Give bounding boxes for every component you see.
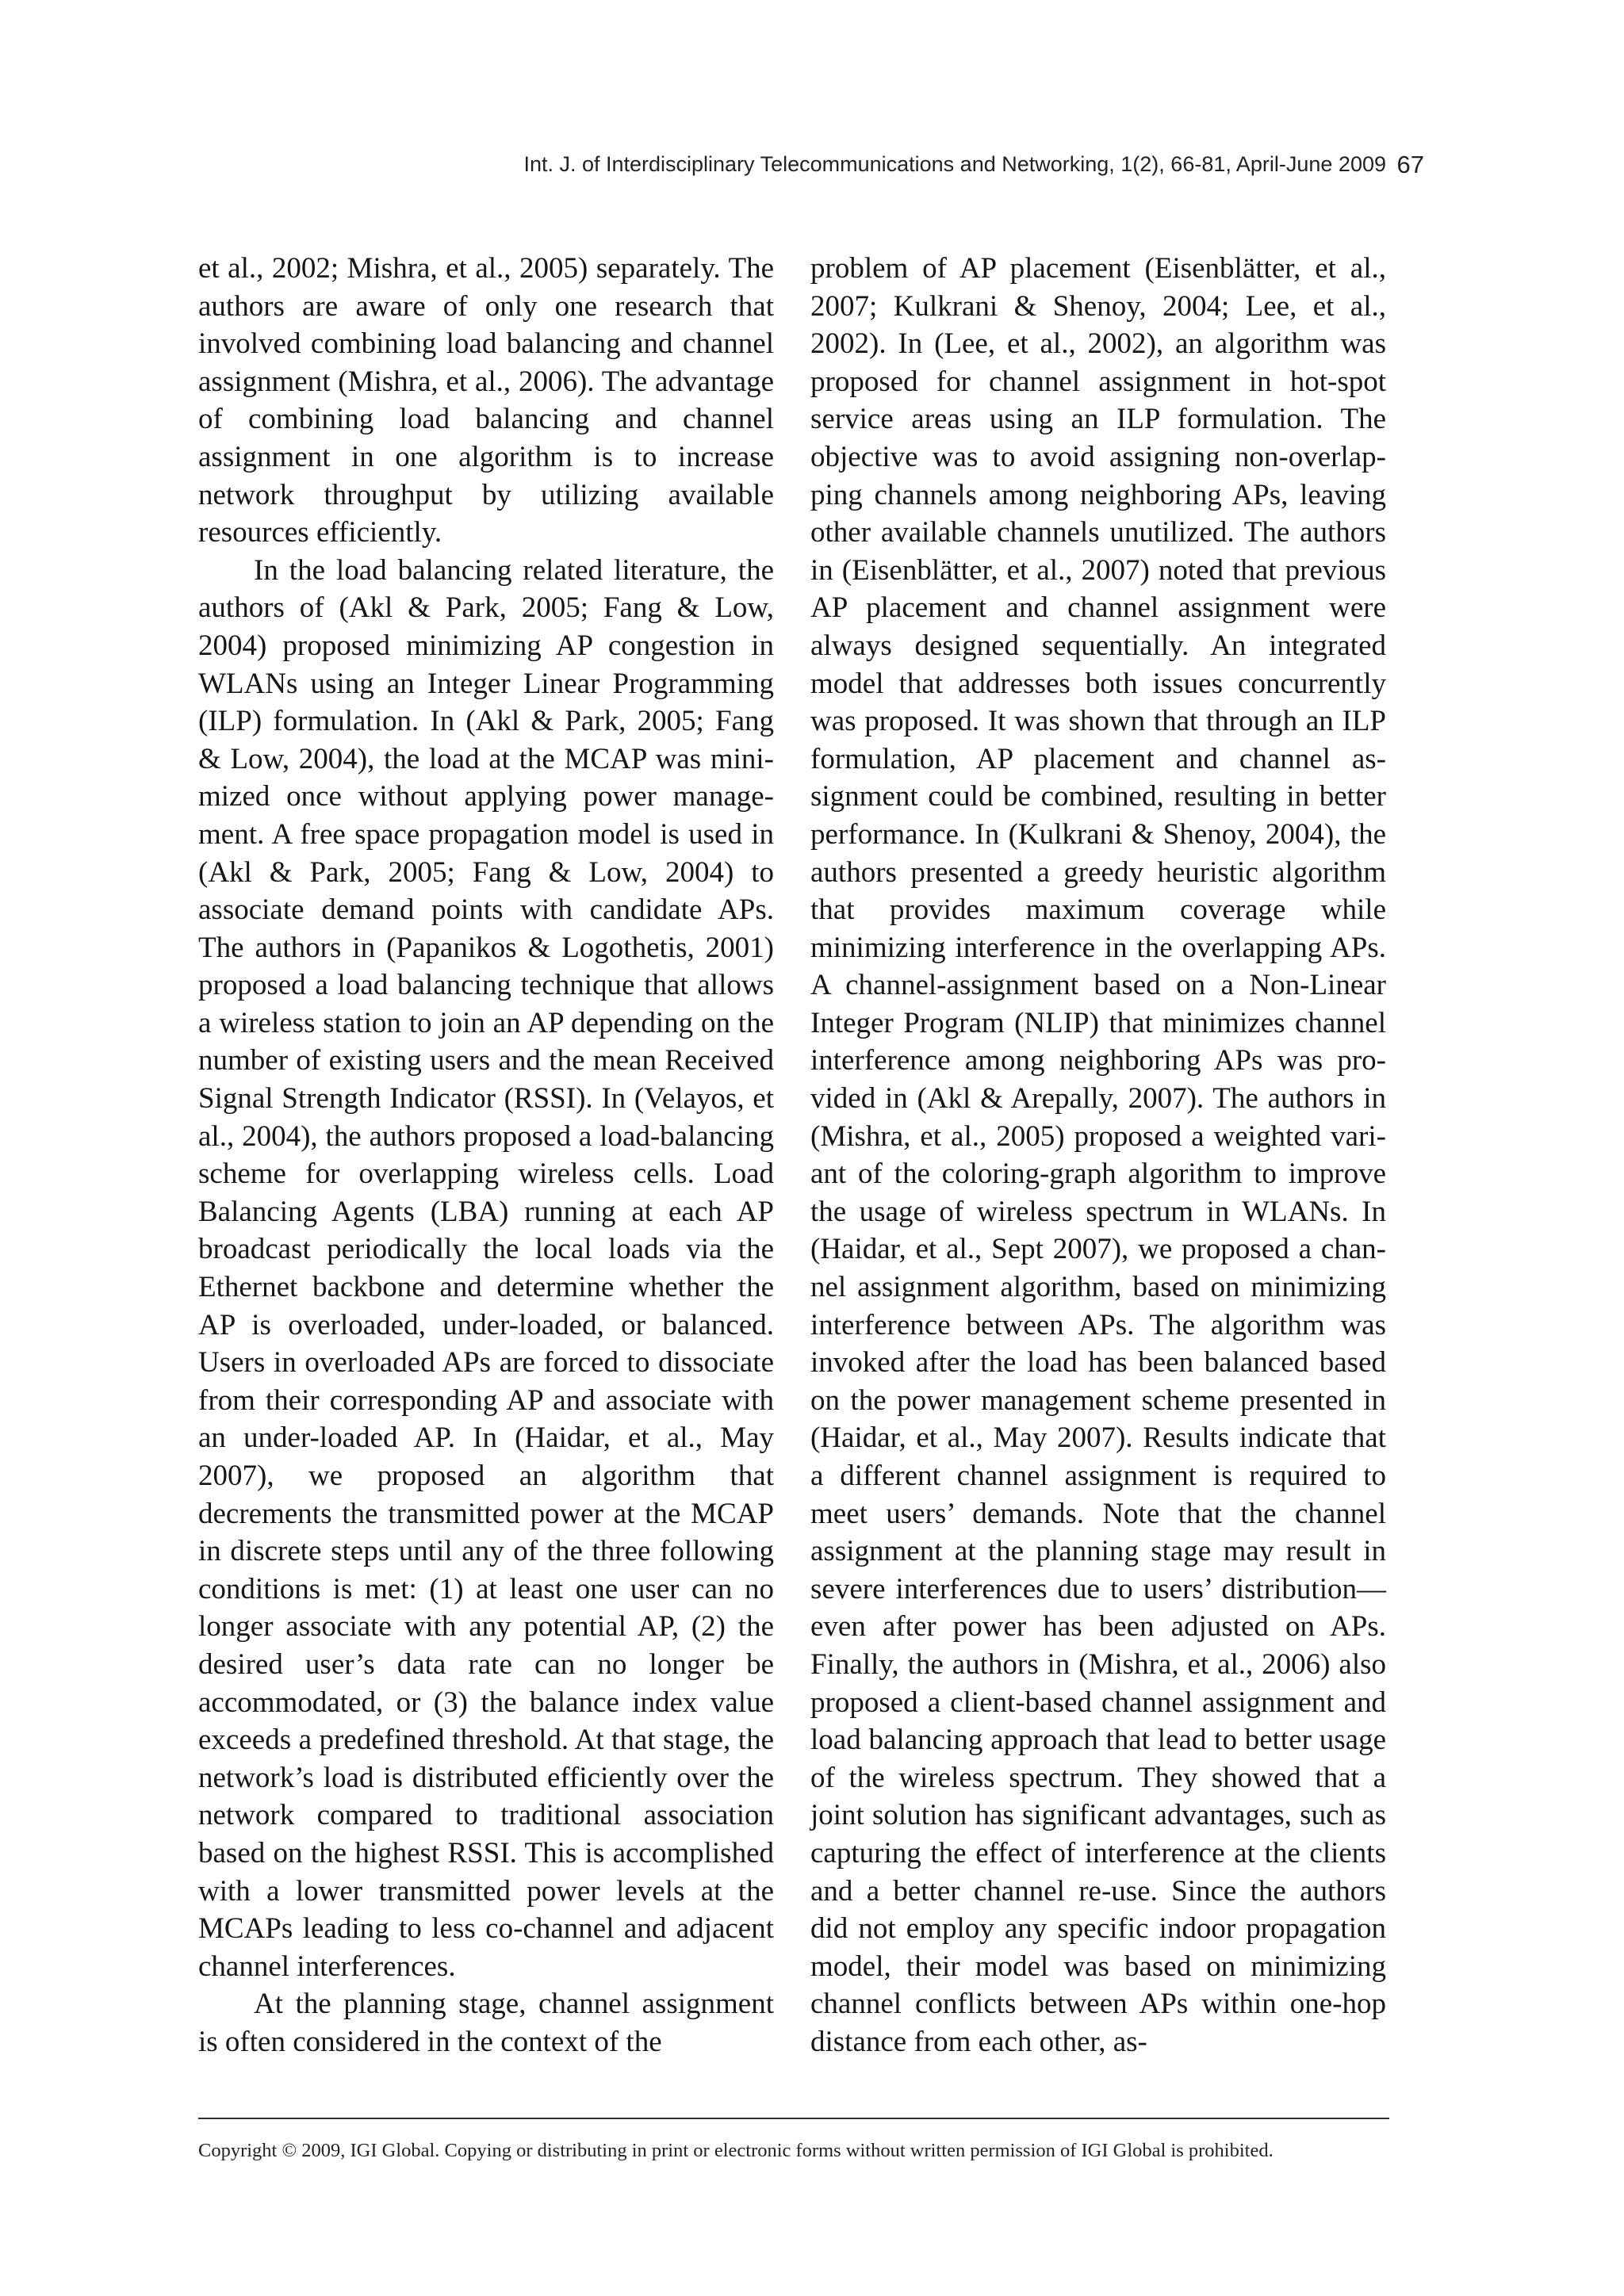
right-paragraph-1: problem of AP placement (Eisenblätter, et al., 2007; Kulkrani & Shenoy, 2004; Lee, et al., 2002). In (Lee, et al., 2002), an algorithm was proposed for channel assignment in hot-spot service areas using an ILP formulation. The objective was to avoid assigning non-overlapping channels among neighboring APs, leaving other available channels unutilized. The authors in (Eisenblätter, et al., 2007) noted that previous AP placement and channel assignment were always designed sequentially. An integrated model that addresses both issues concurrently was proposed. It was shown that through an ILP formulation, AP placement and channel assignment could be combined, resulting in better performance. In (Kulkrani & Shenoy, 2004), the authors presented a greedy heuristic algorithm that provides maximum coverage while minimizing interference in the overlapping APs. A channel-assignment based on a Non-Linear Integer Program (NLIP) that minimizes channel interference among neighboring APs was provided in (Akl & Arepally, 2007). The authors in (Mishra, et al., 2005) proposed a weighted variant of the coloring-graph algorithm to improve the usage of wireless spectrum in WLANs. In (Haidar, et al., Sept 2007), we proposed a channel assignment algorithm, based on minimizing interference between APs. The algorithm was invoked after the load has been balanced based on the power management scheme presented in (Haidar, et al., May 2007). Results indicate that a different channel assignment is required to meet users’ demands. Note that the channel assignment at the planning stage may result in severe interferences due to users’ distribution—even after power has been adjusted on APs. Finally, the authors in (Mishra, et al., 2006) also proposed a client-based channel assignment and load balancing approach that lead to better usage of the wireless spectrum. They showed that a joint solution has significant advantages, such as capturing the effect of interference at the clients and a better channel re-use. Since the authors did not employ any specific indoor propagation model, their model was based on minimizing channel conflicts between APs within one-hop distance from each other, as- — [810, 252, 1386, 2058]
right-column — [810, 250, 1386, 2061]
left-paragraph-1: et al., 2002; Mishra, et al., 2005) separately. The authors are aware of only one research that involved combining load balancing and channel assignment (Mishra, et al., 2006). The advantage of combining load balancing and channel assignment in one algorithm is to increase network throughput by utilizing available resources efficiently. — [198, 252, 774, 549]
left-column — [198, 250, 774, 2061]
left-paragraph-2: In the load balancing related literature, the authors of (Akl & Park, 2005; Fang & Low, 2004) proposed minimizing AP congestion in WLANs using an Integer Linear Programming (ILP) formulation. In (Akl & Park, 2005; Fang & Low, 2004), the load at the MCAP was minimized once without applying power management. A free space propagation model is used in (Akl & Park, 2005; Fang & Low, 2004) to associate demand points with candidate APs. The authors in (Papanikos & Logothetis, 2001) proposed a load balancing technique that allows a wireless station to join an AP depending on the number of existing users and the mean Received Signal Strength Indicator (RSSI). In (Velayos, et al., 2004), the authors proposed a load-balancing scheme for overlapping wireless cells. Load Balancing Agents (LBA) running at each AP broadcast periodically the local loads via the Ethernet backbone and determine whether the AP is overloaded, under-loaded, or balanced. Users in overloaded APs are forced to dissociate from their corresponding AP and associate with an under-loaded AP. In (Haidar, et al., May 2007), we proposed an algorithm that decrements the transmitted power at the MCAP in discrete steps until any of the three following conditions is met: (1) at least one user can no longer associate with any potential AP, (2) the desired user’s data rate can no longer be accommodated, or (3) the balance index value exceeds a predefined threshold. At that stage, the network’s load is distributed efficiently over the network compared to traditional association based on the highest RSSI. This is accomplished with a lower transmitted power levels at the MCAPs leading to less co-channel and adjacent channel interferences. — [198, 553, 774, 1983]
page-number: 67 — [1396, 151, 1424, 178]
copyright-footer: Copyright © 2009, IGI Global. Copying or distributing in print or electronic forms without written permission of IGI Global is prohibited. — [198, 2140, 1274, 2161]
running-header-title: Int. J. of Interdisciplinary Telecommunications and Networking, 1(2), 66-81, April-June 2009 — [523, 152, 1386, 176]
footer-divider — [198, 2118, 1389, 2119]
left-paragraph-3: At the planning stage, channel assignment is often considered in the context of the — [198, 1988, 774, 2058]
